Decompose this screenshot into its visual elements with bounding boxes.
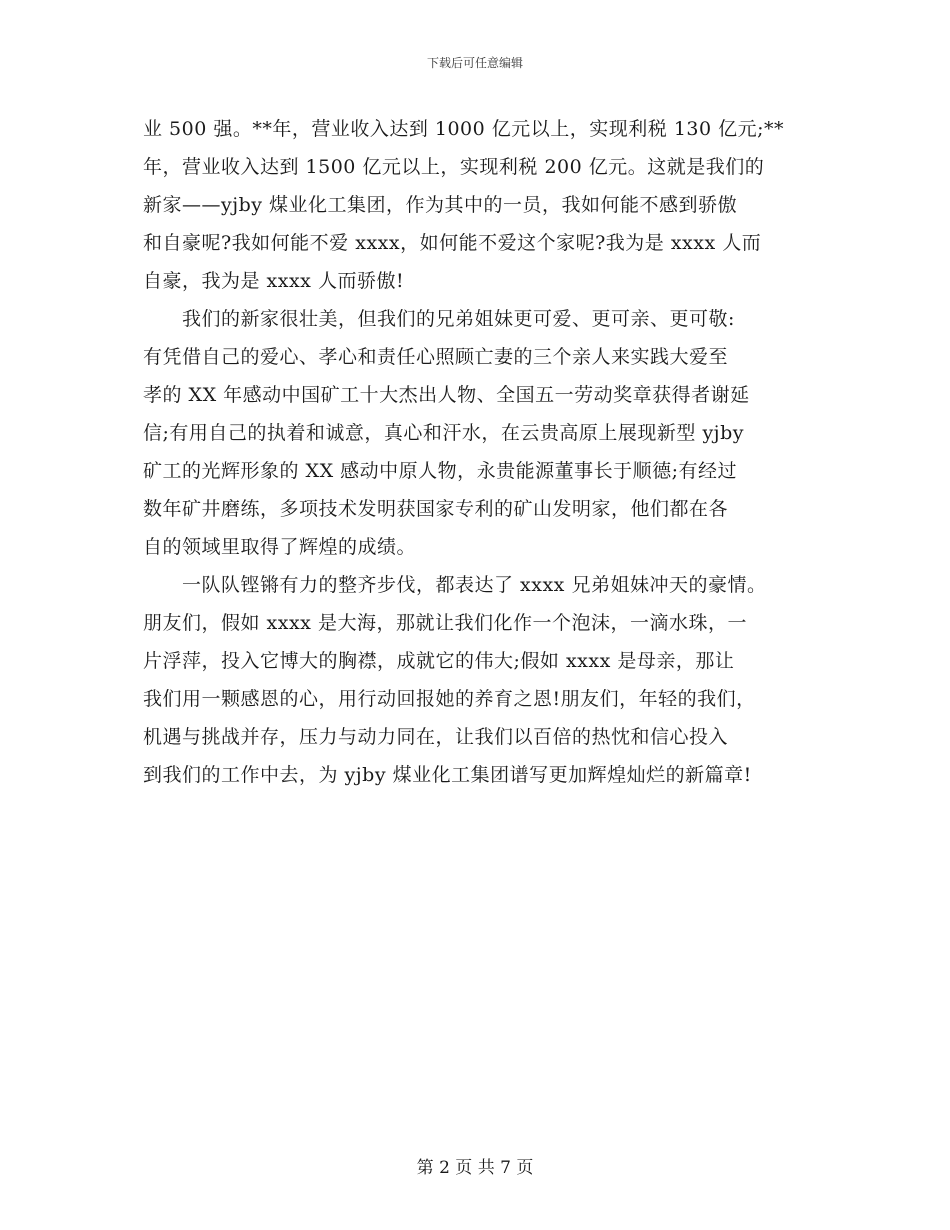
text-line: 自豪，我为是 xxxx 人而骄傲! xyxy=(143,270,405,292)
text-line: 一队队铿锵有力的整齐步伐，都表达了 xxxx 兄弟姐妹冲天的豪情。 xyxy=(143,574,767,596)
text-line: 新家——yjby 煤业化工集团，作为其中的一员，我如何能不感到骄傲 xyxy=(143,194,738,216)
text-line: 数年矿井磨练，多项技术发明获国家专利的矿山发明家，他们都在各 xyxy=(143,498,729,520)
text-line: 年，营业收入达到 1500 亿元以上，实现利税 200 亿元。这就是我们的 xyxy=(143,156,765,178)
page-header-note: 下载后可任意编辑 xyxy=(426,56,523,70)
text-line: 和自豪呢?我如何能不爱 xxxx，如何能不爱这个家呢?我为是 xxxx 人而 xyxy=(143,232,762,254)
text-line: 片浮萍，投入它博大的胸襟，成就它的伟大;假如 xxxx 是母亲，那让 xyxy=(143,650,735,672)
page-number: 第 2 页 共 7 页 xyxy=(416,1158,534,1178)
text-line: 我们的新家很壮美，但我们的兄弟姐妹更可爱、更可亲、更可敬: xyxy=(143,308,735,330)
text-line: 信;有用自己的执着和诚意，真心和汗水，在云贵高原上展现新型 yjby xyxy=(143,422,744,444)
text-line: 有凭借自己的爱心、孝心和责任心照顾亡妻的三个亲人来实践大爱至 xyxy=(143,346,729,368)
text-line: 我们用一颗感恩的心，用行动回报她的养育之恩!朋友们，年轻的我们， xyxy=(143,688,756,710)
document-body xyxy=(143,110,823,794)
text-line: 矿工的光辉形象的 XX 感动中原人物，永贵能源董事长于顺德;有经过 xyxy=(143,460,738,482)
text-line: 孝的 XX 年感动中国矿工十大杰出人物、全国五一劳动奖章获得者谢延 xyxy=(143,384,750,406)
text-line: 机遇与挑战并存，压力与动力同在，让我们以百倍的热忱和信心投入 xyxy=(143,726,729,748)
text-line: 业 500 强。**年，营业收入达到 1000 亿元以上，实现利税 130 亿元;** xyxy=(143,118,785,140)
text-line: 到我们的工作中去，为 yjby 煤业化工集团谱写更加辉煌灿烂的新篇章! xyxy=(143,764,752,786)
text-line: 自的领域里取得了辉煌的成绩。 xyxy=(143,536,417,558)
text-line: 朋友们，假如 xxxx 是大海，那就让我们化作一个泡沫，一滴水珠，一 xyxy=(143,612,747,634)
